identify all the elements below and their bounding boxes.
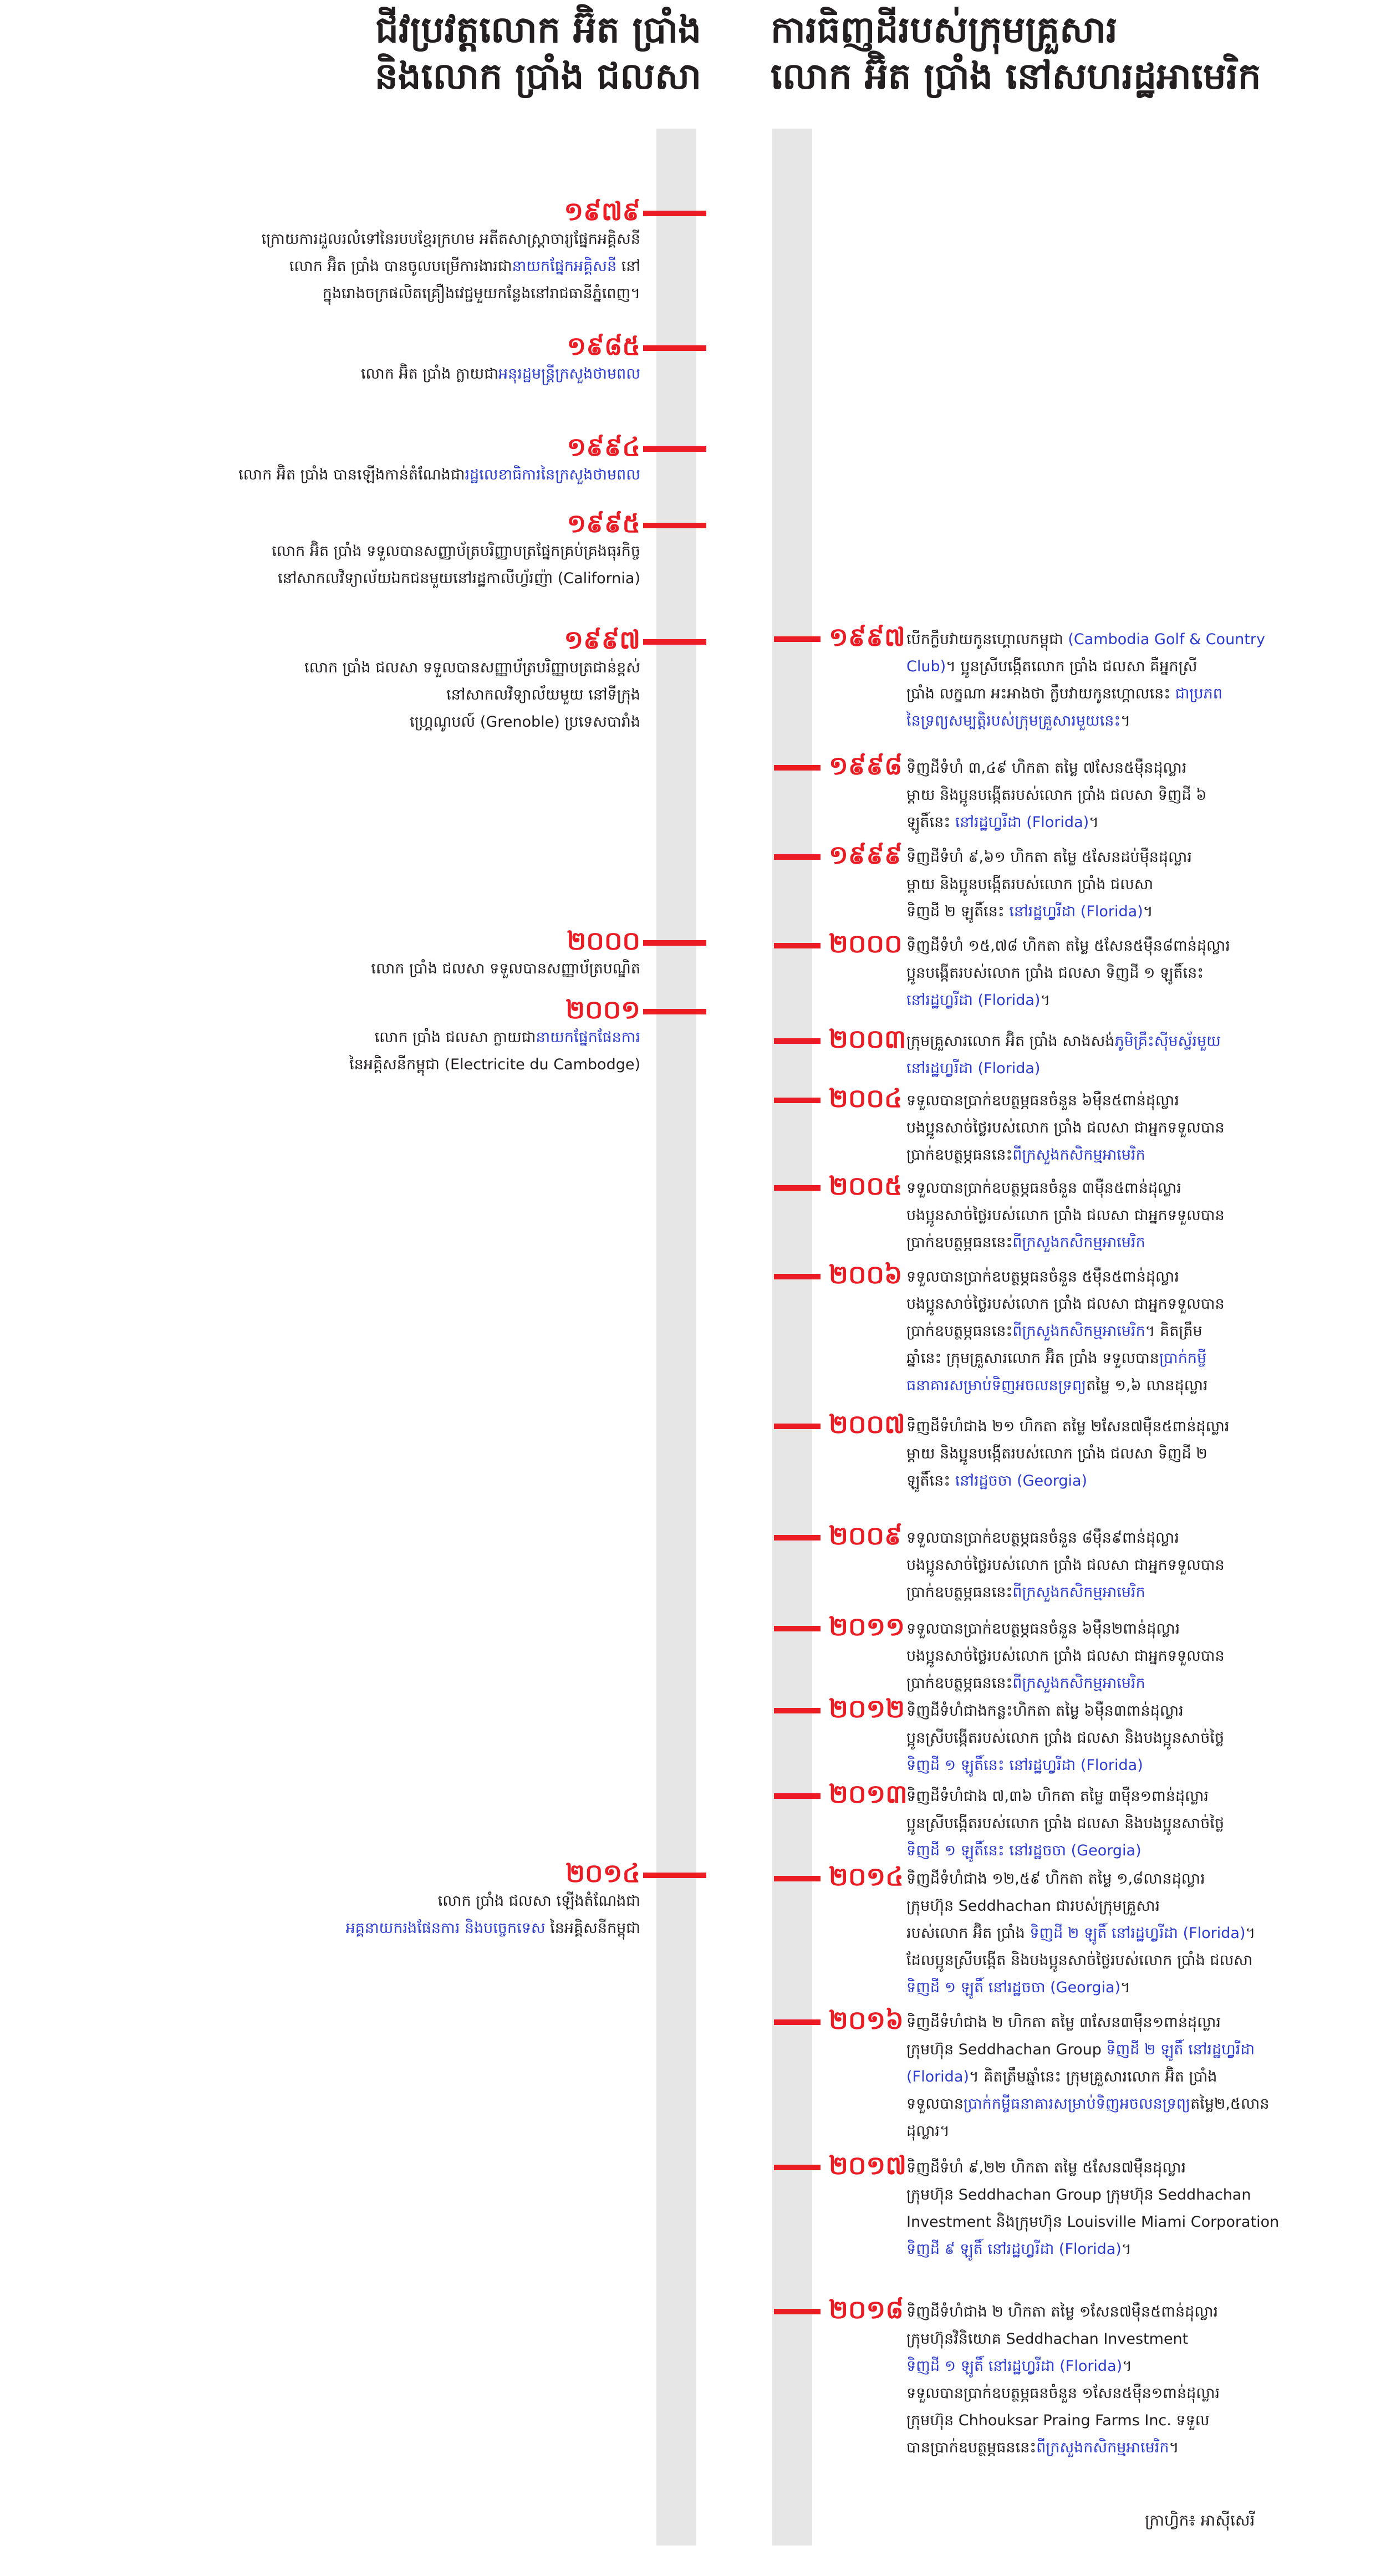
description-text: ទិញដីទំហំជាងកន្លះហិកតា តម្លៃ ៦ម៉ឺន៣ពាន់ដុល្លារ [906, 1702, 1184, 1720]
description-text: ទិញដីទំហំ ៩,២២ ហិកតា តម្លៃ ៥សែន៧ម៉ឺនដុល្លារ [906, 2159, 1186, 2176]
description-text: ទិញដីទំហំ ៣,៤៩ ហិកតា តម្លៃ ៧សែន៥ម៉ឺនដុល្លារ [906, 759, 1187, 777]
description-line [906, 2154, 1339, 2181]
event-year: ១៩៩៩ [829, 840, 903, 870]
timeline-tick [774, 1185, 821, 1191]
description-line [906, 1114, 1339, 1141]
description-text: លោក ប្រាំង ជលសា ទទួលបានសញ្ញាប័ត្របរិញ្ញាបត្រជាន់ខ្ពស់ [304, 659, 640, 676]
description-text: ម្ដាយ និងប្អូនបង្កើតរបស់លោក ប្រាំង ជលសា ទិញដី ២ [906, 1445, 1207, 1462]
description-text: ទទួលបានប្រាក់ឧបត្ថម្ភធនចំនួន ៨ម៉ឺន៩ពាន់ដុល្លារ [906, 1529, 1179, 1547]
description-line [906, 2009, 1339, 2036]
description-text: ប្រាក់ឧបត្ថម្ភធននេះ [906, 1584, 1013, 1601]
description-line [906, 626, 1339, 653]
event-description [906, 626, 1339, 734]
timeline-tick [643, 211, 706, 216]
event-year: ២០០៥ [829, 1171, 903, 1201]
right-title-line-1: ការធិញដីរបស់ក្រុមគ្រួសារ [771, 8, 1118, 51]
description-text: ទិញដីទំហំជាង ២ ហិកតា តម្លៃ ៣សែន៣ម៉ឺន១ពាន់ដុល្លារ [906, 2014, 1221, 2031]
description-line [906, 1783, 1339, 1810]
event-description [906, 1087, 1339, 1169]
description-line [906, 2236, 1339, 2263]
left-column-title [375, 7, 701, 100]
description-line [906, 1642, 1339, 1670]
description-line [906, 1028, 1339, 1055]
description-line [906, 987, 1339, 1014]
event-description [906, 844, 1339, 925]
event-description [42, 461, 640, 488]
description-text: ។ [1143, 903, 1153, 920]
description-line [906, 1579, 1339, 1606]
event-year: ២០១៨ [829, 2294, 904, 2324]
description-text: លោក ប្រាំង ជលសា ឡើងតំណែងជា [437, 1893, 640, 1910]
event-year: ១៩៩៥ [567, 508, 640, 538]
description-line [906, 1524, 1339, 1552]
description-text: ។ [1121, 2241, 1132, 2258]
event-description [42, 360, 640, 387]
highlight-text: ទិញដី ២ ឡូតិ៍ នៅរដ្ឋហ្វ្លរីដា (Florida) [1030, 1925, 1246, 1942]
description-line [906, 1467, 1339, 1494]
description-text: ។ គិតត្រឹមឆ្នាំនេះ ក្រុមគ្រួសារលោក អ៊ិត ប្រាំង [969, 2068, 1217, 2085]
event-description [42, 1024, 640, 1078]
description-text: ឡូតិ៍នេះ [906, 814, 955, 831]
description-text: ។ ប្អូនស្រីបង្កើតលោក ប្រាំង ជលសា គឺអ្នកស្រី [946, 658, 1198, 675]
event-year: ២០០០ [567, 926, 640, 956]
right-column-title [771, 7, 1261, 100]
left-title-line-2: និងលោក ប្រាំង ជលសា [374, 55, 701, 98]
highlight-text: នៅរដ្ឋចចា (Georgia) [955, 1472, 1088, 1490]
description-line [42, 565, 640, 592]
description-line [42, 253, 640, 280]
timeline-tick [643, 940, 706, 946]
description-text: ប្រាំង លក្ខណា អះអាងថា ក្លឹបវាយកូនហ្គោលនេះ [906, 685, 1175, 702]
event-description [906, 1263, 1339, 1399]
highlight-text: ប្រាក់កម្ចី [1159, 1350, 1207, 1367]
event-description [42, 654, 640, 736]
description-line [906, 2063, 1339, 2090]
description-line [906, 1920, 1339, 1947]
description-text: លោក អ៊ិត ប្រាំង បានចូលបម្រើការងារជា [289, 258, 512, 275]
description-text: ប្រាក់ឧបត្ថម្ភធននេះ [906, 1146, 1013, 1164]
highlight-text: នាយកផ្នែកផែនការ [536, 1029, 640, 1046]
description-text: នៅ [616, 258, 640, 275]
description-line [906, 1865, 1339, 1893]
event-year: ២០១៦ [829, 2005, 904, 2035]
event-year: ២០០៣ [829, 1024, 906, 1054]
event-year: ២០០៤ [829, 1083, 903, 1113]
timeline-tick [774, 854, 821, 860]
description-line [906, 653, 1339, 680]
highlight-text: នាយកផ្នែកអគ្គិសនី [512, 258, 617, 275]
description-text: លោក អ៊ិត ប្រាំង ក្លាយជា [360, 365, 498, 382]
description-text: នៃអគ្គិសនីកម្ពុជា [545, 1920, 640, 1937]
event-year: ២០០០ [829, 929, 903, 958]
description-text: នៅសាកលវិទ្យាល័យមួយ នៅទីក្រុង [446, 686, 640, 703]
graphic-credit: ក្រាហ្វិក៖ អាស៊ីសេរី [1145, 2511, 1255, 2529]
highlight-text: Club) [906, 658, 946, 675]
description-line [906, 1055, 1339, 1082]
highlight-text: ពីក្រសួងកសិកម្មអាមេរិក [1012, 1584, 1145, 1601]
event-year: ២០០៦ [829, 1259, 903, 1289]
left-title-line-1: ជីវប្រវត្តលោក អ៊ិត ប្រាំង [375, 8, 701, 51]
highlight-text: នៅរដ្ឋហ្វ្លរីដា (Florida) [955, 814, 1089, 831]
event-year: ២០១២ [829, 1693, 905, 1723]
description-text: បងប្អូនសាច់ថ្លៃរបស់លោក ប្រាំង ជលសា ជាអ្នកទទួលបាន [906, 1119, 1225, 1136]
event-description [906, 1615, 1339, 1697]
description-text: ដែលប្អូនស្រីបង្កើត និងបងប្អូនសាច់ថ្លៃរបស់លោក ប្រាំង ជលសា [906, 1952, 1253, 1969]
description-line [906, 1087, 1339, 1114]
description-text: ទទួលបានប្រាក់ឧបត្ថម្ភធនចំនួន ១សែន៥ម៉ឺន១ពាន់ដុល្លារ [906, 2385, 1220, 2402]
description-line [906, 1440, 1339, 1467]
description-line [906, 1615, 1339, 1642]
description-text: របស់លោក អ៊ិត ប្រាំង [906, 1925, 1030, 1942]
event-description [42, 226, 640, 307]
description-text: លោក ប្រាំង ជលសា ទទួលបានសញ្ញាប័ត្របណ្ឌិត [371, 960, 640, 977]
event-year: ១៩៧៩ [564, 196, 640, 226]
description-line [906, 1318, 1339, 1345]
description-text: ។ [1122, 2358, 1132, 2375]
highlight-text: (Cambodia Golf & Country [1068, 631, 1265, 648]
highlight-text: ពីក្រសួងកសិកម្មអាមេរិក [1012, 1146, 1145, 1164]
highlight-text: ជាប្រភព [1175, 685, 1222, 702]
event-description [906, 1175, 1339, 1256]
timeline-tick [774, 1274, 821, 1279]
description-line [906, 782, 1339, 809]
description-text: លោក អ៊ិត ប្រាំង បានឡើងកាន់តំណែងជា [238, 466, 465, 483]
highlight-text: ប្រាក់កម្ចីធនាគារសម្រាប់ទិញអចលនទ្រព្យ [963, 2095, 1191, 2113]
left-timeline-track [656, 129, 696, 2546]
timeline-tick [774, 1424, 821, 1429]
highlight-text: ពីក្រសួងកសិកម្មអាមេរិក [1012, 1323, 1145, 1340]
description-line [906, 2298, 1339, 2325]
description-line [906, 2181, 1339, 2208]
description-line [906, 2353, 1339, 2380]
description-line [906, 932, 1339, 960]
description-line [906, 2325, 1339, 2353]
highlight-text: ទិញដី ១ ឡូតិ៍ នៅរដ្ឋចចា (Georgia) [906, 1979, 1121, 1996]
description-line [906, 1345, 1339, 1372]
description-text: នៃអគ្គិសនីកម្ពុជា (Electricite du Cambodge) [349, 1056, 640, 1073]
event-description [906, 2298, 1339, 2461]
description-line [906, 1141, 1339, 1169]
event-description [906, 1697, 1339, 1779]
description-text: ហ្គ្រេណូបល៍ (Grenoble) ប្រទេសបារាំង [410, 713, 640, 731]
description-text: ។ គិតត្រឹម [1145, 1323, 1202, 1340]
highlight-text: ទិញដី ២ ឡូតិ៍ នៅរដ្ឋហ្វ្លរីដា [1106, 2041, 1255, 2058]
description-line [906, 1229, 1339, 1256]
description-line [906, 960, 1339, 987]
description-line [906, 1752, 1339, 1779]
description-text: ទទួលបាន [906, 2095, 964, 2113]
event-year: ២០០១ [565, 994, 640, 1024]
timeline-tick [643, 1009, 706, 1014]
timeline-tick [643, 523, 706, 528]
description-text: បងប្អូនសាច់ថ្លៃរបស់លោក ប្រាំង ជលសា ជាអ្នកទទួលបាន [906, 1557, 1225, 1574]
timeline-tick [774, 1535, 821, 1541]
description-text: បានប្រាក់ឧបត្ថម្ភធននេះ [906, 2439, 1037, 2456]
description-line [906, 680, 1339, 707]
timeline-tick [774, 2019, 821, 2025]
description-text: តម្លៃ២,៥លាន [1190, 2095, 1270, 2113]
timeline-tick [774, 2165, 821, 2170]
event-description [906, 2009, 1339, 2145]
highlight-text: ទិញដី ១ ឡូតិ៍នេះ នៅរដ្ឋហ្វ្លរីដា (Florida) [906, 1757, 1143, 1774]
description-line [42, 1888, 640, 1915]
description-text: លោក ប្រាំង ជលសា ក្លាយជា [374, 1029, 536, 1046]
description-text: ទទួលបានប្រាក់ឧបត្ថម្ភធនចំនួន ៣ម៉ឺន៥ពាន់ដុល្លារ [906, 1180, 1181, 1197]
timeline-tick [774, 1876, 821, 1881]
highlight-text: នៅរដ្ឋហ្វ្លរីដា (Florida) [906, 992, 1041, 1009]
event-year: ១៩៨៥ [567, 331, 640, 361]
description-text: តម្លៃ ១,៦ លានដុល្លារ [1086, 1377, 1208, 1394]
timeline-tick [643, 1873, 706, 1878]
description-line [42, 538, 640, 565]
description-text: ក្រុមគ្រួសារលោក អ៊ិត ប្រាំង សាងសង់ [906, 1033, 1115, 1050]
timeline-tick [774, 1626, 821, 1631]
description-text: បងប្អូនសាច់ថ្លៃរបស់លោក ប្រាំង ជលសា ជាអ្នកទទួលបាន [906, 1207, 1225, 1224]
event-description [42, 538, 640, 592]
description-line [42, 360, 640, 387]
description-line [906, 754, 1339, 782]
description-text: ទទួលបានប្រាក់ឧបត្ថម្ភធនចំនួន ៦ម៉ឺន៥ពាន់ដុល្លារ [906, 1092, 1179, 1109]
description-text: ទិញដីទំហំជាង ២១ ហិកតា តម្លៃ ២សែន៧ម៉ឺន៥ពាន់ដុល្លារ [906, 1418, 1230, 1435]
description-line [906, 1552, 1339, 1579]
timeline-tick [774, 1098, 821, 1103]
description-text: ទិញដីទំហំ ៩,៦១ ហិកតា តម្លៃ ៥សែនដប់ម៉ឺនដុល្លារ [906, 849, 1192, 866]
description-line [42, 955, 640, 982]
timeline-tick [774, 1708, 821, 1713]
description-text: ក្នុងរោងចក្រផលិតគ្រឿងវេជ្ជមួយកន្លែងនៅរាជធានីភ្នំពេញ។ [322, 285, 640, 302]
event-description [906, 1524, 1339, 1606]
description-text: ទិញដីទំហំជាង ២ ហិកតា តម្លៃ ១សែន៧ម៉ឺន៥ពាន់ដុល្លារ [906, 2303, 1219, 2320]
highlight-text: ធនាគារសម្រាប់ទិញអចលនទ្រព្យ [906, 1377, 1087, 1394]
description-line [906, 1263, 1339, 1290]
timeline-tick [774, 1793, 821, 1799]
description-line [906, 898, 1339, 925]
description-text: ។ [1120, 1979, 1130, 1996]
highlight-text: ពីក្រសួងកសិកម្មអាមេរិក [1036, 2439, 1169, 2456]
highlight-text: ពីក្រសួងកសិកម្មអាមេរិក [1012, 1234, 1145, 1251]
right-title-line-2: លោក អ៊ិត ប្រាំង នៅសហរដ្ឋអាមេរិក [771, 55, 1261, 98]
event-description [906, 1865, 1339, 2001]
description-text: បើកក្លឹបវាយកូនហ្គោលកម្ពុជា [906, 631, 1068, 648]
highlight-text: នៅរដ្ឋហ្វ្លរីដា (Florida) [1009, 903, 1143, 920]
description-line [42, 654, 640, 681]
event-year: ១៩៩៧ [564, 625, 640, 655]
description-line [906, 1974, 1339, 2001]
event-year: ១៩៩៧ [829, 622, 905, 652]
highlight-text: នៅរដ្ឋហ្វ្លរីដា (Florida) [906, 1060, 1041, 1077]
description-line [906, 1810, 1339, 1837]
description-text: Investment និងក្រុមហ៊ុន Louisville Miami Corporation [906, 2213, 1280, 2231]
timeline-tick [643, 639, 706, 645]
timeline-tick [774, 765, 821, 771]
event-year: ២០០៩ [829, 1521, 903, 1550]
event-year: ២០១៤ [565, 1858, 640, 1888]
description-text: ប្រាក់ឧបត្ថម្ភធននេះ [906, 1675, 1013, 1692]
description-line [42, 280, 640, 307]
timeline-tick [774, 636, 821, 642]
description-text: ឆ្នាំនេះ ក្រុមគ្រួសារលោក អ៊ិត ប្រាំង ទទួលបាន [906, 1350, 1159, 1367]
description-line [906, 1893, 1339, 1920]
description-text: ក្រុមហ៊ុនវិនិយោគ Seddhachan Investment [906, 2330, 1189, 2348]
description-text: ក្រុមហ៊ុន Seddhachan ជារបស់ក្រុមគ្រួសារ [906, 1897, 1160, 1915]
description-text: ទទួលបានប្រាក់ឧបត្ថម្ភធនចំនួន ៦ម៉ឺន២ពាន់ដុល្លារ [906, 1620, 1180, 1638]
event-year: ១៩៩៨ [829, 751, 903, 781]
highlight-text: ទិញដី ១ ឡូតិ៍នេះ នៅរដ្ឋចចា (Georgia) [906, 1842, 1142, 1859]
description-line [42, 1915, 640, 1942]
description-text: ម្ដាយ និងប្អូនបង្កើតរបស់លោក ប្រាំង ជលសា [906, 876, 1154, 893]
description-line [906, 707, 1339, 734]
event-year: ២០០៧ [829, 1409, 905, 1439]
highlight-text: ទិញដី ៩ ឡូតិ៍ នៅរដ្ឋហ្វ្លរីដា (Florida) [906, 2241, 1122, 2258]
description-text: ទិញដីទំហំ ១៥,៧៨ ហិកតា តម្លៃ ៥សែន៥ម៉ឺន៨ពាន់ដុល្លារ [906, 937, 1230, 955]
description-line [906, 1202, 1339, 1229]
event-year: ២០១១ [829, 1611, 905, 1641]
description-text: ។ [1120, 712, 1131, 730]
description-text: នៅសាកលវិទ្យាល័យឯកជនមួយនៅរដ្ឋកាលីហ្វ័រញ៉ា (California) [278, 570, 640, 587]
description-line [906, 1725, 1339, 1752]
description-text: ដុល្លារ។ [906, 2123, 950, 2140]
right-timeline-track [772, 129, 812, 2546]
description-text: បងប្អូនសាច់ថ្លៃរបស់លោក ប្រាំង ជលសា ជាអ្នកទទួលបាន [906, 1295, 1225, 1313]
event-description [906, 1783, 1339, 1864]
timeline-tick [774, 943, 821, 948]
highlight-text: ភូមិគ្រឹះស៊ីមស្ទ័រមួយ [1114, 1033, 1221, 1050]
description-text: ម្ដាយ និងប្អូនបង្កើតរបស់លោក ប្រាំង ជលសា ទិញដី ៦ [906, 787, 1207, 804]
description-text: ប្រាក់ឧបត្ថម្ភធននេះ [906, 1234, 1013, 1251]
highlight-text: ទិញដី ១ ឡូតិ៍ នៅរដ្ឋហ្វ្លរីដា (Florida) [906, 2358, 1123, 2375]
description-line [906, 1837, 1339, 1864]
description-line [906, 1372, 1339, 1399]
description-line [906, 2036, 1339, 2063]
description-text: ប្អូនបង្កើតរបស់លោក ប្រាំង ជលសា ទិញដី ១ ឡូតិ៍នេះ [906, 965, 1204, 982]
timeline-tick [774, 1038, 821, 1044]
highlight-text: រដ្ឋលេខាធិការនៃក្រសួងថាមពល [465, 466, 640, 483]
event-description [906, 1413, 1339, 1494]
event-description [42, 1888, 640, 1942]
description-line [42, 681, 640, 708]
description-text: ឡូតិ៍នេះ [906, 1472, 955, 1490]
event-description [906, 2154, 1339, 2263]
event-year: ១៩៩៤ [567, 432, 640, 462]
description-line [42, 1024, 640, 1051]
highlight-text: (Florida) [906, 2068, 969, 2085]
event-year: ២០១៧ [829, 2150, 906, 2180]
description-text: លោក អ៊ិត ប្រាំង ទទួលបានសញ្ញាប័ត្របរិញ្ញាបត្រផ្នែកគ្រប់គ្រងធុរកិច្ច [272, 543, 640, 560]
description-text: ទទួលបានប្រាក់ឧបត្ថម្ភធនចំនួន ៥ម៉ឺន៥ពាន់ដុល្លារ [906, 1268, 1179, 1286]
timeline-tick [774, 2309, 821, 2314]
description-line [906, 844, 1339, 871]
description-line [906, 871, 1339, 898]
description-text: ក្រុមហ៊ុន Seddhachan Group ក្រុមហ៊ុន Seddhachan [906, 2186, 1251, 2203]
description-text: ។ [1245, 1925, 1256, 1942]
description-text: ។ [1089, 814, 1099, 831]
description-text: ក្រុមហ៊ុន Seddhachan Group [906, 2041, 1107, 2058]
description-line [42, 1051, 640, 1078]
description-line [906, 1175, 1339, 1202]
description-line [42, 461, 640, 488]
description-line [906, 2407, 1339, 2434]
event-year: ២០១៤ [829, 1861, 904, 1891]
description-line [906, 1697, 1339, 1725]
event-description [906, 932, 1339, 1014]
description-line [906, 1290, 1339, 1318]
description-line [906, 2118, 1339, 2145]
description-line [906, 1413, 1339, 1440]
description-line [906, 2380, 1339, 2407]
description-line [906, 2208, 1339, 2236]
description-text: ។ [1169, 2439, 1179, 2456]
description-text: ប្អូនស្រីបង្កើតរបស់លោក ប្រាំង ជលសា និងបងប្អូនសាច់ថ្លៃ [906, 1815, 1225, 1832]
highlight-text: អគ្គនាយករងផែនការ និងបច្ចេកទេស [345, 1920, 546, 1937]
description-text: ក្រុមហ៊ុន Chhouksar Praing Farms Inc. ទទួល [906, 2412, 1210, 2429]
description-line [42, 226, 640, 253]
description-text: ប្រាក់ឧបត្ថម្ភធននេះ [906, 1323, 1013, 1340]
description-text: ទិញដីទំហំជាង ៧,៣៦ ហិកតា តម្លៃ ៣ម៉ឺន១ពាន់ដុល្លារ [906, 1788, 1209, 1805]
description-line [906, 2434, 1339, 2461]
description-text: ។ [1040, 992, 1051, 1009]
description-text: ក្រោយការដួលរលំទៅនៃរបបខ្មែរក្រហម អតីតសាស្ត្រាចារ្យផ្នែកអគ្គិសនី [261, 231, 640, 248]
event-description [906, 754, 1339, 836]
description-line [906, 1947, 1339, 1974]
description-line [906, 1670, 1339, 1697]
description-line [906, 2090, 1339, 2118]
event-description [42, 955, 640, 982]
highlight-text: នៃទ្រព្យសម្បត្តិរបស់ក្រុមគ្រួសារមួយនេះ [906, 712, 1121, 730]
description-text: ប្អូនស្រីបង្កើតរបស់លោក ប្រាំង ជលសា និងបងប្អូនសាច់ថ្លៃ [906, 1730, 1225, 1747]
description-line [906, 809, 1339, 836]
timeline-tick [643, 446, 706, 452]
timeline-tick [643, 345, 706, 351]
event-year: ២០១៣ [829, 1779, 908, 1809]
highlight-text: ពីក្រសួងកសិកម្មអាមេរិក [1012, 1675, 1145, 1692]
description-text: បងប្អូនសាច់ថ្លៃរបស់លោក ប្រាំង ជលសា ជាអ្នកទទួលបាន [906, 1647, 1225, 1665]
description-text: ទិញដីទំហំជាង ១២,៥៩ ហិកតា តម្លៃ ១,៨លានដុល្លារ [906, 1870, 1205, 1888]
event-description [906, 1028, 1339, 1082]
description-text: ទិញដី ២ ឡូតិ៍នេះ [906, 903, 1010, 920]
description-line [42, 708, 640, 736]
highlight-text: អនុរដ្ឋមន្ត្រីក្រសួងថាមពល [498, 365, 640, 382]
